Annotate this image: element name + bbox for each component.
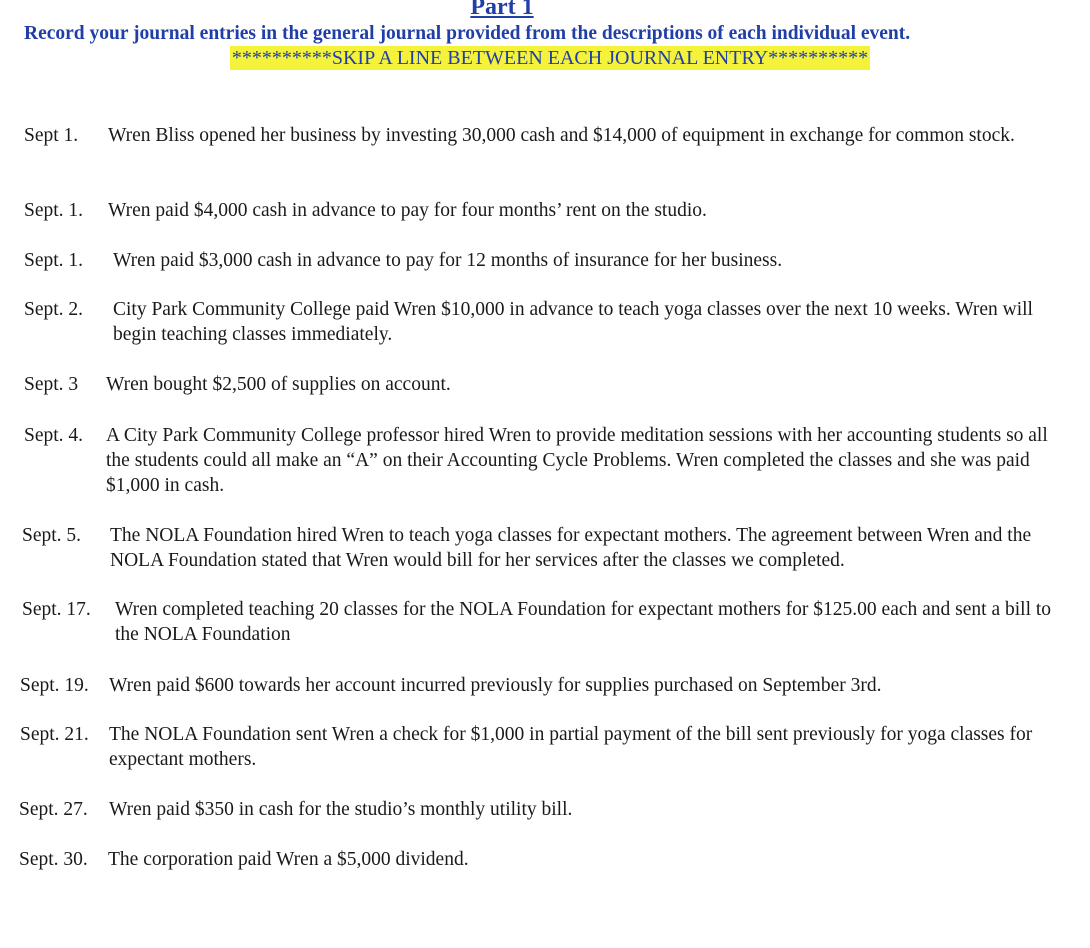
event-description: A City Park Community College professor hired Wren to provide meditation sessions with her accounting students so all the students could all make an “A” on their Accounting Cycle Problems. Wren completed the classes and she was paid $1,000 in cash. <box>106 425 1048 496</box>
event-description: The corporation paid Wren a $5,000 dividend. <box>108 849 469 870</box>
instruction-text: Record your journal entries in the general journal provided from the descriptions of each individual event. <box>24 23 911 44</box>
event-date: Sept. 21. <box>20 724 89 745</box>
event-date: Sept 1. <box>24 125 79 146</box>
event-description: Wren bought $2,500 of supplies on account. <box>106 374 451 395</box>
event-description: Wren paid $350 in cash for the studio’s monthly utility bill. <box>109 799 573 820</box>
event-date: Sept. 27. <box>19 799 88 820</box>
event-description: The NOLA Foundation hired Wren to teach yoga classes for expectant mothers. The agreement between Wren and the NOLA Foundation stated that Wren would bill for her services after the classes we completed. <box>110 525 1032 571</box>
skip-line-note: **********SKIP A LINE BETWEEN EACH JOURNAL ENTRY********** <box>231 47 869 69</box>
event-date: Sept. 4. <box>24 425 84 446</box>
skip-line-banner <box>0 46 1090 70</box>
event-description: City Park Community College paid Wren $10,000 in advance to teach yoga classes over the next 10 weeks. Wren will begin teaching classes immediately. <box>113 299 1033 345</box>
event-date: Sept. 2. <box>24 299 84 320</box>
event-date: Sept. 17. <box>22 599 91 620</box>
event-date: Sept. 30. <box>19 849 88 870</box>
event-description: Wren paid $4,000 cash in advance to pay for four months’ rent on the studio. <box>108 200 707 221</box>
event-description: Wren paid $600 towards her account incurred previously for supplies purchased on September 3rd. <box>109 675 882 696</box>
event-description: Wren Bliss opened her business by investing 30,000 cash and $14,000 of equipment in exchange for common stock. <box>108 125 1015 146</box>
part-title: Part 1 <box>470 0 534 20</box>
event-date: Sept. 1. <box>24 200 84 221</box>
event-date: Sept. 5. <box>22 525 82 546</box>
event-description: Wren completed teaching 20 classes for the NOLA Foundation for expectant mothers for $125.00 each and sent a bill to the NOLA Foundation <box>115 599 1052 645</box>
event-date: Sept. 19. <box>20 675 89 696</box>
event-date: Sept. 1. <box>24 250 84 271</box>
event-description: The NOLA Foundation sent Wren a check for $1,000 in partial payment of the bill sent previously for yoga classes for expectant mothers. <box>109 724 1033 770</box>
event-date: Sept. 3 <box>24 374 79 395</box>
event-description: Wren paid $3,000 cash in advance to pay for 12 months of insurance for her business. <box>113 250 783 271</box>
